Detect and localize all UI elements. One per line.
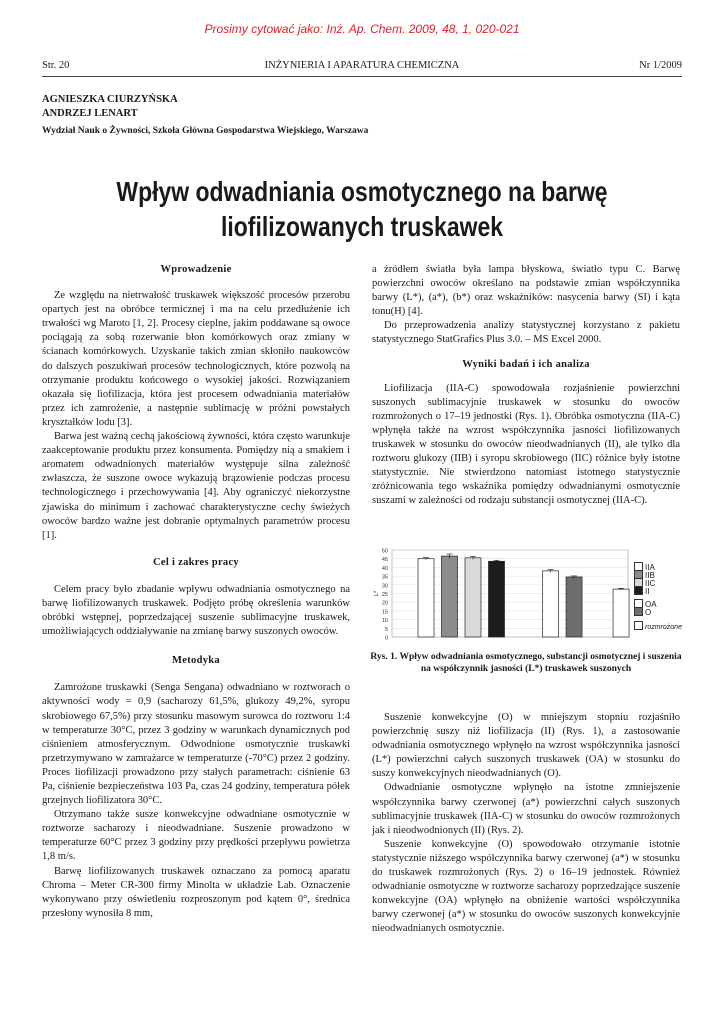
- journal-name: INŻYNIERIA I APARATURA CHEMICZNA: [264, 60, 460, 71]
- heading-method: Metodyka: [172, 655, 220, 667]
- legend-label: II: [645, 587, 650, 596]
- header-rule: [42, 76, 682, 77]
- title-line-1: Wpływ odwadniania osmotycznego na barwę: [116, 176, 608, 207]
- legend-swatch: [634, 586, 643, 595]
- bar-IIA: [418, 559, 434, 637]
- intro-paragraph-2: Barwa jest ważną cechą jakościową żywności, która często warunkuje zaakceptowanie produktu przez konsumenta. Pomiędzy nią a smakiem i aromatem odwadnionych materiałów występuje silna zależność zwłaszcza, że suszone owoce wykazują brązowienie podczas procesu technologicznego i przechowywania [4]. Aby ograniczyć niekorzystne zjawiska do minimum i zachować charakterystyczne cechy świeżych owoców bardzo ważne jest dobranie optymalnych parametrów procesu [1].: [42, 431, 350, 541]
- y-tick-label: 25: [381, 592, 388, 598]
- issue-number: Nr 1/2009: [639, 60, 682, 71]
- bar-IIB: [442, 556, 458, 637]
- heading-results: Wyniki badań i ich analiza: [462, 358, 590, 370]
- citation-note: Prosimy cytować jako: Inż. Ap. Chem. 2009, 48, 1, 020-021: [204, 22, 520, 36]
- discussion-paragraph-2: Odwadnianie osmotyczne wpłynęło na istotne zmniejszenie współczynnika barwy czerwonej (a*) powierzchni całych suszonych sublimacyjnie truskawek (IIA-C) w stosunku do owoców rozmrożonych jak i nieodwodnionych (II) (Rys. 2).: [372, 782, 680, 836]
- intro-paragraph-1: Ze względu na nietrwałość truskawek większość procesów przerobu opartych jest na obróbce termicznej i ma na celu przedłużenie ich trwałości wg Maroto [1, 2]. Procesy cieplne, jakim poddawane są owoce pociągają za sobą rozerwanie błon komórkowych oraz zmiany w ścianach komórkowych. Uzyskanie takich zmian skłoniło naukowców do dalszych poszukiwań procesów technologicznych, które pozwolą na otrzymanie produktu końcowego o wysokiej jakości. Rozwiązaniem okazała się liofilizacja, która jest procesem odwadniania materiałów przez ich zamrożenie, a następnie sublimację w próżni powstałych kryształków lodu [3].: [42, 290, 350, 428]
- y-tick-label: 5: [384, 626, 388, 633]
- y-tick-label: 10: [381, 618, 388, 625]
- y-tick-label: 50: [381, 548, 388, 555]
- method-paragraph-1: Zamrożone truskawki (Senga Sengana) odwadniano w roztworach o aktywności wody = 0,9 (sacharozy 61,5%, glukozy 49,2%, syropu skrobiowego 67,5%) przy stosunku masowym surowca do roztworu 1:4 w temperaturze 30°C, przez 3 godziny w warunkach dynamicznych pod ciśnieniem atmosferycznym. Odwodnione osmotycznie truskawki przetrzymywano w zamrażarce w temperaturze (-70°C) przez 2 godziny. Proces liofilizacji prowadzono przy stałych parametrach: ciśnienie 63 Pa, ciśnienie bezpieczeństwa 103 Pa, czas 24 godziny, temperatura półek grzejnych liofilizatora 30°C.: [42, 682, 350, 807]
- bar-II: [489, 561, 505, 637]
- y-tick-label: 15: [381, 609, 388, 616]
- legend-label: OA: [645, 600, 657, 609]
- right-column-top: [372, 263, 680, 509]
- legend-swatch: [634, 607, 643, 616]
- y-tick-label: 30: [381, 583, 388, 590]
- method-paragraph-2: Otrzymano także susze konwekcyjne odwadniane osmotycznie w roztworze sacharozy i nieodwadniane. Suszenie prowadzono w temperaturze 60°C przez 3 godziny przy prędkości przepływu powietrza 1,8 m/s.: [42, 809, 350, 863]
- legend-item-O: [634, 607, 651, 617]
- page-number: Str. 20: [42, 60, 70, 71]
- y-tick-label: 45: [381, 557, 388, 564]
- y-tick-label: 35: [381, 574, 388, 581]
- legend-label: IIB: [645, 571, 655, 580]
- left-column: [42, 263, 350, 921]
- discussion-paragraph-1: Suszenie konwekcyjne (O) w mniejszym stopniu rozjaśniło powierzchnię suszy niż liofilizacja (II) (Rys. 1), a zastosowanie odwadniania osmotycznego wpłynęło na wzrost współczynnika jasności (L*) powierzchni całych suszonych truskawek (OA) w stosunku do suszy konwekcyjnych nieodwadnianych (O).: [372, 712, 680, 780]
- discussion-paragraph-3: Suszenie konwekcyjne (O) spowodowało otrzymanie istotnie statystycznie niższego współczynnika barwy czerwonej (a*) w stosunku do truskawek rozmrożonych (Rys. 2) o 16–19 jednostek. Również odwadnianie osmotyczne w roztworze sacharozy poprzedzające suszenie konwekcyjne (OA) wpłynęło na obniżenie wartości współczynnika barwy czerwonej (a*) w stosunku do owoców suszonych konwekcyjnie nieodwadnianych osmotycznie.: [372, 838, 680, 935]
- results-paragraph: Liofilizacja (IIA-C) spowodowała rozjaśnienie powierzchni suszonych sublimacyjnie truskawek w stosunku do owoców rozmrożonych o 17–19 jednostki (Rys. 1). Obróbka osmotyczna (IIA-C) wpłynęła także na wzrost współczynnika jasności liofilizowanych truskawek w stosunku do owoców nieodwadnianych (II), ale tylko dla roztworu glukozy (IIB) i syropu skrobiowego (IIC) różnice były istotne statystycznie. Nie stwierdzono natomiast istotnego statystycznie zróżnicowania tego wskaźnika pomiędzy odwadnianymi osmotycznie suszami w zależności od rodzaju substancji osmotycznej (IIA-C).: [372, 382, 680, 507]
- legend-item-II: [634, 586, 649, 596]
- y-tick-label: 40: [381, 565, 388, 572]
- y-tick-label: 0: [384, 635, 388, 642]
- y-axis-label: L*: [374, 590, 380, 597]
- legend-swatch: [634, 621, 643, 630]
- legend-label: rozmrożone: [645, 624, 682, 631]
- bar-OA: [543, 571, 559, 637]
- article-title: [100, 174, 625, 244]
- method-continued: a źródłem światła była lampa błyskowa, światło typu C. Barwę powierzchni owoców określano na podstawie zmian współczynnika barwy (L*), (a*), (b*) oraz wskaźników: nasycenia barwy (SI) i kąta tonu(H) [4].: [372, 264, 680, 318]
- bar-rozmrożone: [613, 589, 629, 637]
- legend-item-rozmrożone: [634, 621, 682, 631]
- authors: [42, 93, 178, 121]
- y-tick-label: 20: [381, 600, 388, 607]
- legend-label: O: [645, 608, 652, 617]
- author-2: ANDRZEJ LENART: [42, 108, 138, 119]
- heading-intro: Wprowadzenie: [160, 264, 232, 275]
- method-paragraph-3: Barwę liofilizowanych truskawek oznaczano za pomocą aparatu Chroma – Meter CR-300 firmy Minolta w układzie Lab. Oznaczenie wykonywano przy oświetleniu rozproszonym pod kątem 0°, średnica przesłony wynosiła 8 mm,: [42, 865, 350, 919]
- title-line-2: liofilizowanych truskawek: [221, 211, 503, 242]
- statistics-paragraph: Do przeprowadzenia analizy statystycznej korzystano z pakietu statystycznego StatGrafics Plus 3.0. – MS Excel 2000.: [372, 320, 680, 346]
- bar-IIC: [465, 558, 481, 637]
- bar-O: [566, 577, 582, 637]
- heading-aim: Cel i zakres pracy: [153, 556, 239, 568]
- affiliation: Wydział Nauk o Żywności, Szkoła Główna Gospodarstwa Wiejskiego, Warszawa: [42, 126, 369, 136]
- figure-caption: Rys. 1. Wpływ odwadniania osmotycznego, substancji osmotycznej i suszenia na współczynnik jasności (L*) truskawek suszonych: [370, 652, 682, 674]
- aim-paragraph: Celem pracy było zbadanie wpływu odwadniania osmotycznego na barwę liofilizowanych truskawek. Podjęto próbę określenia warunków obróbki wstępnej, poprzedzającej suszenie sublimacyjne truskawek, umożliwiających oddziaływanie na zmianę barwy suszonych owoców.: [42, 583, 350, 638]
- right-column-bottom: [372, 711, 680, 937]
- author-1: AGNIESZKA CIURZYŃSKA: [42, 94, 178, 105]
- legend-label: IIA: [645, 563, 655, 572]
- legend-label: IIC: [645, 579, 656, 588]
